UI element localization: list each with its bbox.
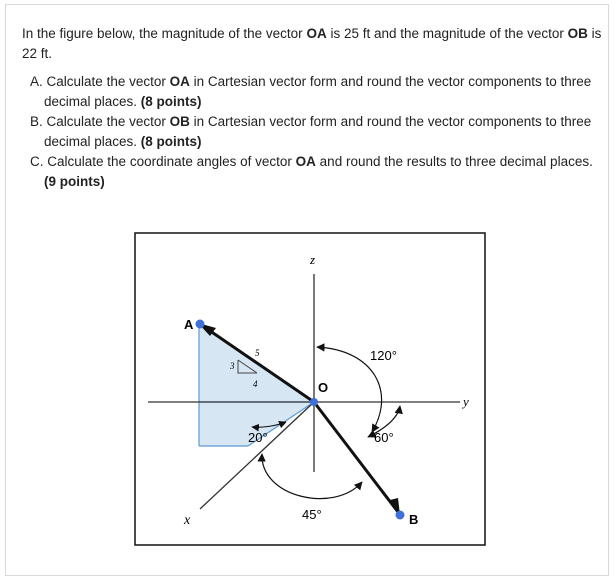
question-intro bbox=[22, 24, 602, 64]
x-axis-label: x bbox=[184, 513, 191, 528]
intro-oa: OA bbox=[306, 26, 327, 41]
intro-text-mid: is 25 ft and the magnitude of the vector bbox=[326, 26, 568, 41]
point-b-dot bbox=[396, 511, 405, 520]
angle-60-label: 60° bbox=[374, 430, 394, 445]
intro-ob: OB bbox=[567, 26, 588, 41]
part-c: C. Calculate the coordinate angles of vector OA and round the results to three decimal places. (9 points) bbox=[30, 154, 593, 189]
slope-label-5: 5 bbox=[255, 348, 260, 358]
angle-120-label: 120° bbox=[370, 348, 397, 363]
origin-label: O bbox=[318, 380, 329, 395]
slope-label-3: 3 bbox=[230, 361, 235, 371]
angle-45-label: 45° bbox=[302, 507, 322, 522]
y-axis-label: y bbox=[463, 394, 469, 409]
point-b-label: B bbox=[409, 512, 419, 527]
angle-20-label: 20° bbox=[248, 430, 268, 445]
origin-dot bbox=[310, 398, 318, 406]
z-axis-label: z bbox=[310, 252, 316, 267]
question-parts bbox=[30, 72, 600, 192]
slope-label-4: 4 bbox=[253, 379, 258, 389]
point-a-label: A bbox=[184, 317, 194, 332]
intro-text-end: is 22 ft. bbox=[22, 26, 602, 61]
part-a: A. Calculate the vector OA in Cartesian vector form and round the vector components to three decimal places. (8 points) bbox=[30, 74, 592, 109]
point-a-dot bbox=[196, 320, 205, 329]
intro-text: In the figure below, the magnitude of the vector bbox=[22, 26, 307, 41]
part-b: B. Calculate the vector OB in Cartesian vector form and round the vector components to three decimal places. (8 points) bbox=[30, 114, 592, 149]
vector-figure bbox=[134, 232, 486, 546]
